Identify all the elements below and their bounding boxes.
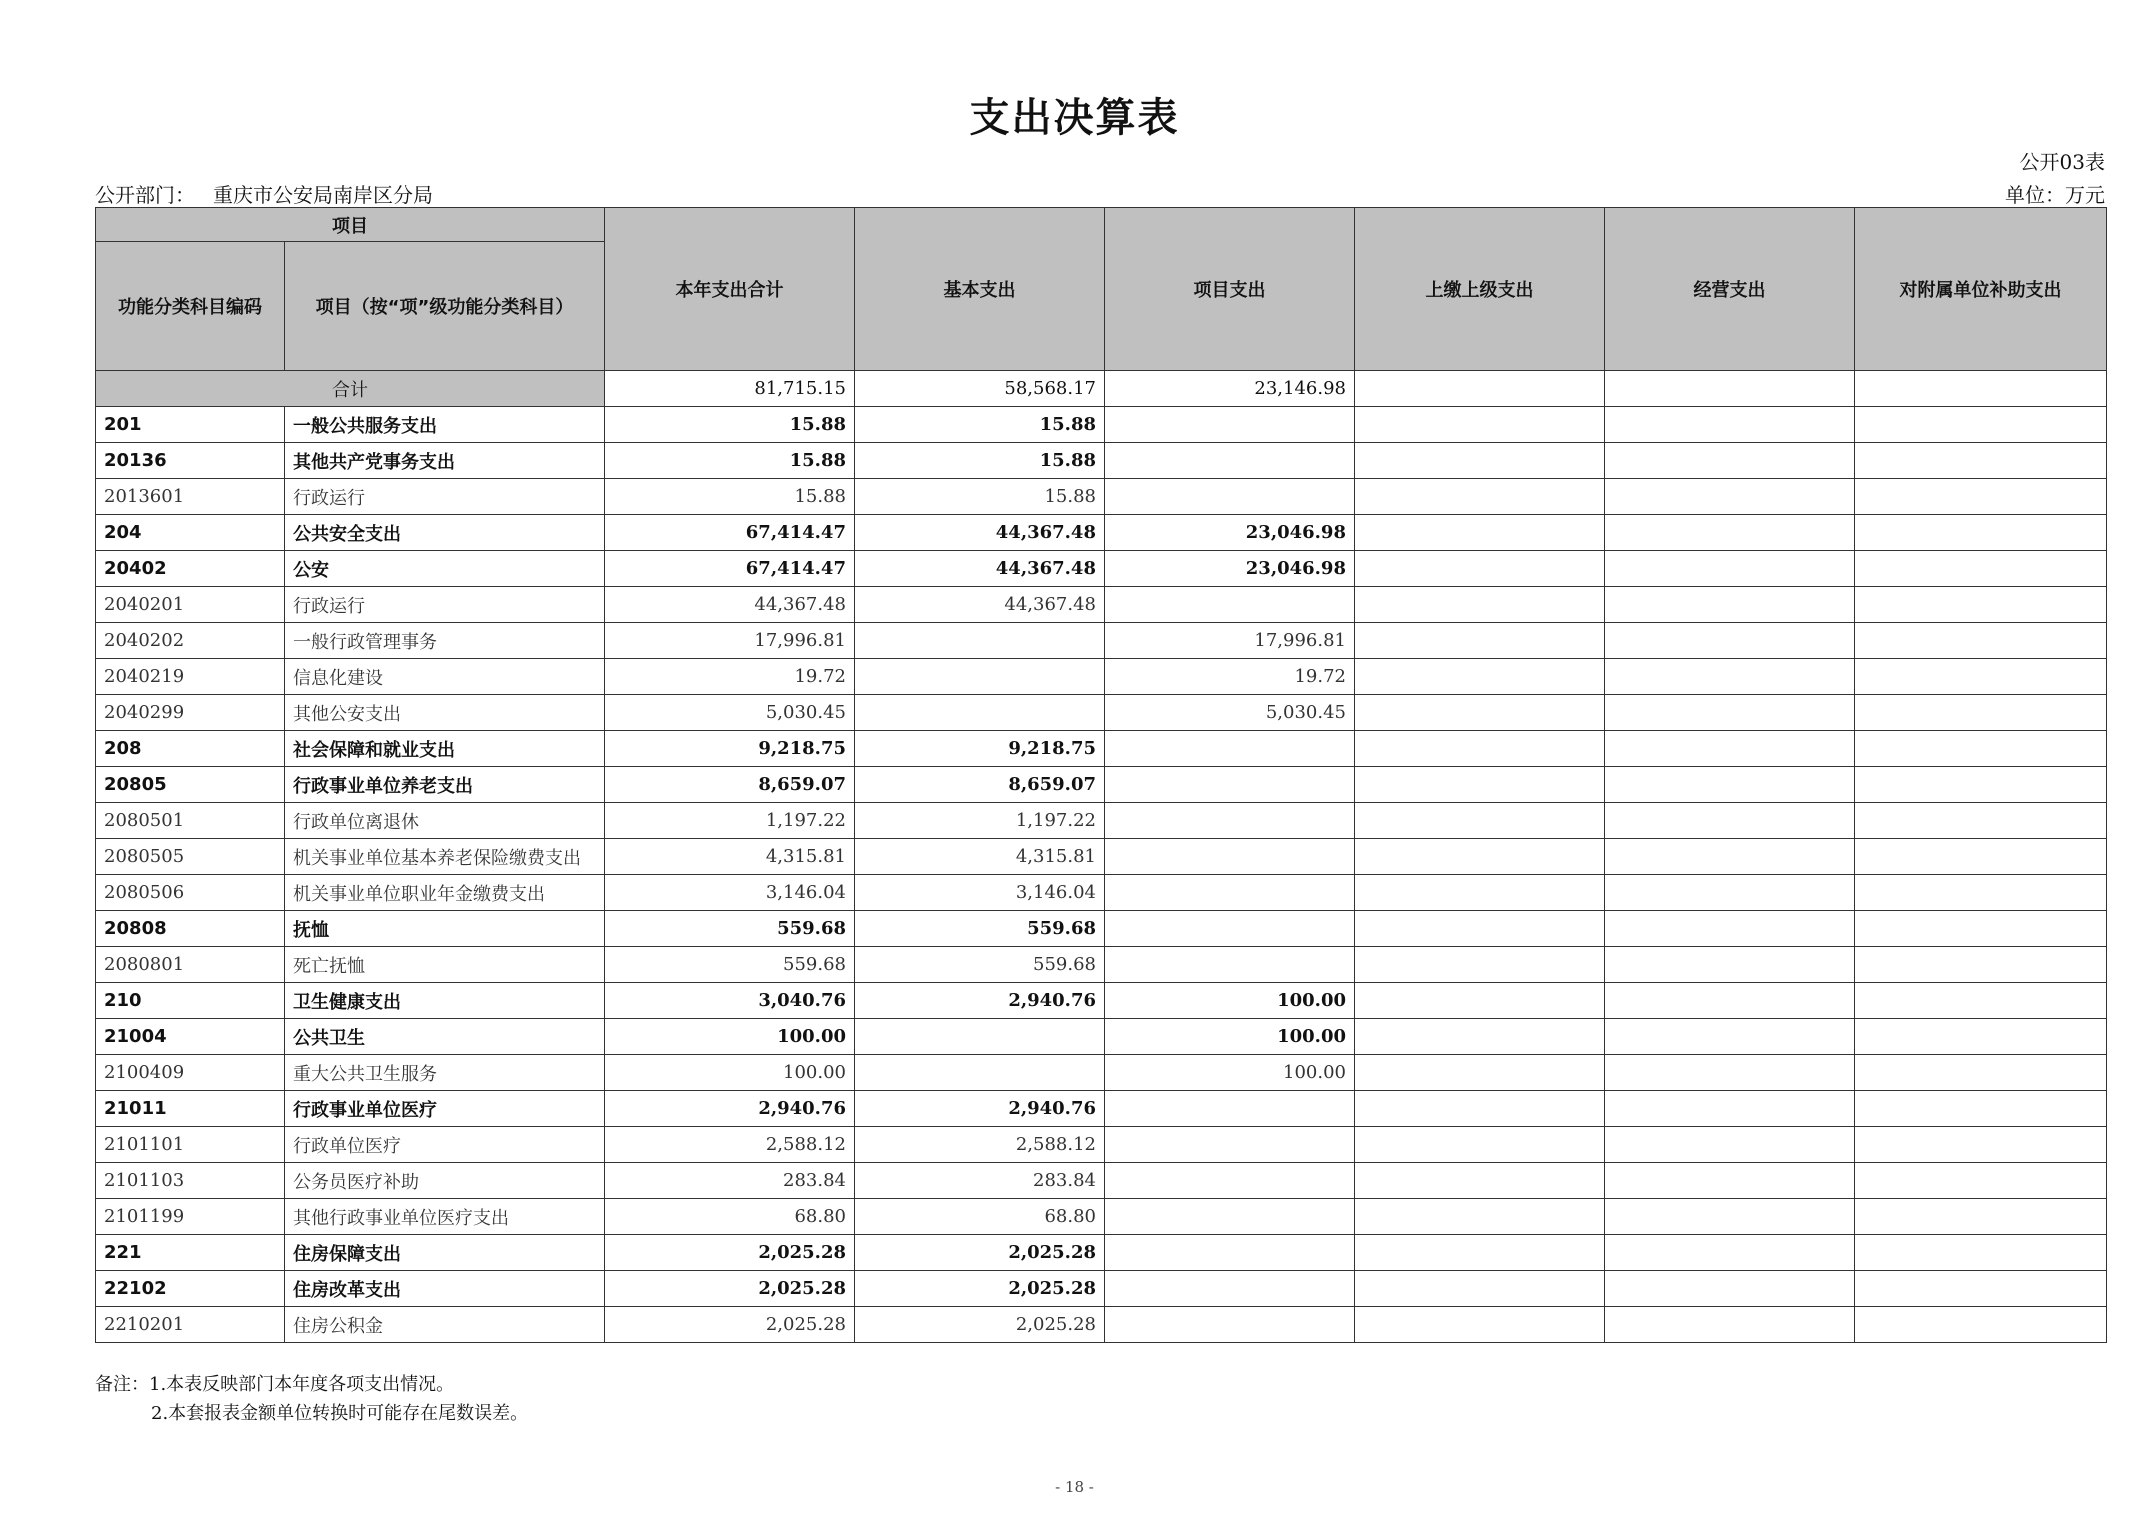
row-total: 2,940.76 <box>605 1091 855 1127</box>
row-name: 机关事业单位职业年金缴费支出 <box>285 875 605 911</box>
table-row <box>96 1235 2107 1271</box>
row-project: 100.00 <box>1105 1055 1355 1091</box>
header-subsidy: 对附属单位补助支出 <box>1855 208 2107 371</box>
row-subsidy <box>1855 1127 2107 1163</box>
row-name: 行政事业单位养老支出 <box>285 767 605 803</box>
row-code: 22102 <box>96 1271 285 1307</box>
row-total: 67,414.47 <box>605 515 855 551</box>
row-business <box>1605 1271 1855 1307</box>
row-project: 23,046.98 <box>1105 515 1355 551</box>
table-row <box>96 803 2107 839</box>
row-total: 19.72 <box>605 659 855 695</box>
row-upper <box>1355 1235 1605 1271</box>
table-row <box>96 515 2107 551</box>
row-upper <box>1355 443 1605 479</box>
row-upper <box>1355 947 1605 983</box>
table-row <box>96 1091 2107 1127</box>
row-upper <box>1355 1199 1605 1235</box>
row-code: 21004 <box>96 1019 285 1055</box>
row-code: 2080505 <box>96 839 285 875</box>
row-code: 20136 <box>96 443 285 479</box>
row-business <box>1605 407 1855 443</box>
row-code: 2100409 <box>96 1055 285 1091</box>
row-total: 2,025.28 <box>605 1307 855 1343</box>
table-row <box>96 1019 2107 1055</box>
row-code: 210 <box>96 983 285 1019</box>
row-subsidy <box>1855 767 2107 803</box>
row-upper <box>1355 1091 1605 1127</box>
table-row <box>96 1127 2107 1163</box>
row-basic: 2,025.28 <box>855 1271 1105 1307</box>
row-basic: 44,367.48 <box>855 551 1105 587</box>
header-item-group: 项目 <box>96 208 605 242</box>
row-subsidy <box>1855 1019 2107 1055</box>
row-code: 2080801 <box>96 947 285 983</box>
row-basic: 2,940.76 <box>855 1091 1105 1127</box>
row-upper <box>1355 1055 1605 1091</box>
row-upper <box>1355 407 1605 443</box>
row-total: 3,146.04 <box>605 875 855 911</box>
row-business <box>1605 1091 1855 1127</box>
row-project <box>1105 947 1355 983</box>
row-upper <box>1355 1307 1605 1343</box>
row-total: 2,588.12 <box>605 1127 855 1163</box>
row-upper <box>1355 587 1605 623</box>
row-subsidy <box>1855 695 2107 731</box>
row-name: 行政单位离退休 <box>285 803 605 839</box>
row-name: 死亡抚恤 <box>285 947 605 983</box>
row-subsidy <box>1855 407 2107 443</box>
row-project <box>1105 767 1355 803</box>
table-row <box>96 479 2107 515</box>
row-total: 15.88 <box>605 443 855 479</box>
row-name: 一般行政管理事务 <box>285 623 605 659</box>
row-name: 公共卫生 <box>285 1019 605 1055</box>
row-project <box>1105 1091 1355 1127</box>
row-total: 559.68 <box>605 911 855 947</box>
row-name: 公共安全支出 <box>285 515 605 551</box>
row-total: 100.00 <box>605 1019 855 1055</box>
row-code: 2080506 <box>96 875 285 911</box>
row-basic: 1,197.22 <box>855 803 1105 839</box>
department-label: 公开部门： <box>95 183 195 207</box>
row-name: 行政事业单位医疗 <box>285 1091 605 1127</box>
note-2: 2.本套报表金额单位转换时可能存在尾数误差。 <box>151 1403 529 1424</box>
row-total: 3,040.76 <box>605 983 855 1019</box>
row-subsidy <box>1855 1307 2107 1343</box>
row-total: 67,414.47 <box>605 551 855 587</box>
row-basic: 559.68 <box>855 911 1105 947</box>
total-project: 23,146.98 <box>1105 371 1355 407</box>
row-business <box>1605 1163 1855 1199</box>
table-row <box>96 623 2107 659</box>
row-business <box>1605 695 1855 731</box>
row-total: 17,996.81 <box>605 623 855 659</box>
row-name: 行政单位医疗 <box>285 1127 605 1163</box>
row-upper <box>1355 767 1605 803</box>
total-business <box>1605 371 1855 407</box>
header-name: 项目（按“项”级功能分类科目） <box>285 242 605 371</box>
table-row <box>96 767 2107 803</box>
header-upper: 上缴上级支出 <box>1355 208 1605 371</box>
row-subsidy <box>1855 983 2107 1019</box>
row-upper <box>1355 1163 1605 1199</box>
row-upper <box>1355 623 1605 659</box>
row-total: 8,659.07 <box>605 767 855 803</box>
table-row <box>96 1199 2107 1235</box>
row-name: 住房公积金 <box>285 1307 605 1343</box>
row-business <box>1605 515 1855 551</box>
total-label: 合计 <box>96 371 605 407</box>
row-upper <box>1355 515 1605 551</box>
row-business <box>1605 1055 1855 1091</box>
row-total: 559.68 <box>605 947 855 983</box>
header-total: 本年支出合计 <box>605 208 855 371</box>
row-business <box>1605 587 1855 623</box>
row-upper <box>1355 1271 1605 1307</box>
row-subsidy <box>1855 911 2107 947</box>
row-basic: 283.84 <box>855 1163 1105 1199</box>
row-total: 2,025.28 <box>605 1271 855 1307</box>
row-project <box>1105 479 1355 515</box>
row-project <box>1105 1271 1355 1307</box>
row-subsidy <box>1855 443 2107 479</box>
row-name: 卫生健康支出 <box>285 983 605 1019</box>
row-subsidy <box>1855 587 2107 623</box>
row-subsidy <box>1855 803 2107 839</box>
row-basic <box>855 1019 1105 1055</box>
row-basic: 15.88 <box>855 407 1105 443</box>
row-subsidy <box>1855 479 2107 515</box>
page-number: - 18 - <box>1055 1478 1094 1496</box>
row-business <box>1605 947 1855 983</box>
row-name: 住房保障支出 <box>285 1235 605 1271</box>
table-number: 公开03表 <box>2019 150 2105 174</box>
row-subsidy <box>1855 875 2107 911</box>
row-business <box>1605 875 1855 911</box>
row-business <box>1605 479 1855 515</box>
table-row <box>96 551 2107 587</box>
header-basic: 基本支出 <box>855 208 1105 371</box>
row-upper <box>1355 1019 1605 1055</box>
row-total: 2,025.28 <box>605 1235 855 1271</box>
row-business <box>1605 1127 1855 1163</box>
row-project: 17,996.81 <box>1105 623 1355 659</box>
row-total: 100.00 <box>605 1055 855 1091</box>
table-row <box>96 659 2107 695</box>
row-project <box>1105 731 1355 767</box>
row-code: 2013601 <box>96 479 285 515</box>
header-row-1 <box>96 208 2107 242</box>
row-business <box>1605 1199 1855 1235</box>
page-title: 支出决算表 <box>969 95 1180 141</box>
row-name: 信息化建设 <box>285 659 605 695</box>
table-row <box>96 443 2107 479</box>
row-basic <box>855 1055 1105 1091</box>
row-basic: 8,659.07 <box>855 767 1105 803</box>
row-code: 20402 <box>96 551 285 587</box>
total-subsidy <box>1855 371 2107 407</box>
row-upper <box>1355 1127 1605 1163</box>
row-business <box>1605 839 1855 875</box>
row-subsidy <box>1855 731 2107 767</box>
row-subsidy <box>1855 947 2107 983</box>
row-basic: 2,025.28 <box>855 1307 1105 1343</box>
row-name: 其他公安支出 <box>285 695 605 731</box>
table-row <box>96 695 2107 731</box>
row-project <box>1105 407 1355 443</box>
row-business <box>1605 983 1855 1019</box>
row-name: 行政运行 <box>285 587 605 623</box>
table-row <box>96 947 2107 983</box>
row-basic: 3,146.04 <box>855 875 1105 911</box>
table-row <box>96 1055 2107 1091</box>
row-business <box>1605 443 1855 479</box>
row-upper <box>1355 731 1605 767</box>
row-code: 2101103 <box>96 1163 285 1199</box>
table-row <box>96 875 2107 911</box>
table-row <box>96 587 2107 623</box>
row-subsidy <box>1855 1055 2107 1091</box>
row-project <box>1105 803 1355 839</box>
table-row <box>96 983 2107 1019</box>
row-business <box>1605 803 1855 839</box>
table-row <box>96 911 2107 947</box>
row-subsidy <box>1855 623 2107 659</box>
row-business <box>1605 911 1855 947</box>
row-business <box>1605 1235 1855 1271</box>
row-name: 重大公共卫生服务 <box>285 1055 605 1091</box>
row-subsidy <box>1855 1163 2107 1199</box>
row-code: 208 <box>96 731 285 767</box>
row-basic: 4,315.81 <box>855 839 1105 875</box>
row-upper <box>1355 983 1605 1019</box>
row-project <box>1105 587 1355 623</box>
row-business <box>1605 1307 1855 1343</box>
row-name: 抚恤 <box>285 911 605 947</box>
row-total: 15.88 <box>605 479 855 515</box>
row-name: 住房改革支出 <box>285 1271 605 1307</box>
row-project <box>1105 911 1355 947</box>
row-business <box>1605 551 1855 587</box>
row-upper <box>1355 803 1605 839</box>
total-row <box>96 371 2107 407</box>
row-subsidy <box>1855 1271 2107 1307</box>
row-name: 机关事业单位基本养老保险缴费支出 <box>285 839 605 875</box>
row-total: 68.80 <box>605 1199 855 1235</box>
row-project <box>1105 443 1355 479</box>
row-project: 23,046.98 <box>1105 551 1355 587</box>
row-subsidy <box>1855 839 2107 875</box>
row-basic: 15.88 <box>855 443 1105 479</box>
table-row <box>96 731 2107 767</box>
row-code: 2210201 <box>96 1307 285 1343</box>
row-basic: 44,367.48 <box>855 515 1105 551</box>
row-total: 1,197.22 <box>605 803 855 839</box>
row-project: 19.72 <box>1105 659 1355 695</box>
total-upper <box>1355 371 1605 407</box>
note-1: 备注：1.本表反映部门本年度各项支出情况。 <box>95 1374 455 1395</box>
table-row <box>96 1271 2107 1307</box>
row-basic <box>855 623 1105 659</box>
row-basic: 2,025.28 <box>855 1235 1105 1271</box>
row-name: 行政运行 <box>285 479 605 515</box>
row-business <box>1605 623 1855 659</box>
row-name: 其他行政事业单位医疗支出 <box>285 1199 605 1235</box>
row-business <box>1605 659 1855 695</box>
row-subsidy <box>1855 1199 2107 1235</box>
total-basic: 58,568.17 <box>855 371 1105 407</box>
row-total: 283.84 <box>605 1163 855 1199</box>
row-basic <box>855 659 1105 695</box>
row-code: 2101101 <box>96 1127 285 1163</box>
row-basic: 9,218.75 <box>855 731 1105 767</box>
row-code: 21011 <box>96 1091 285 1127</box>
row-upper <box>1355 551 1605 587</box>
table-row <box>96 839 2107 875</box>
row-subsidy <box>1855 1091 2107 1127</box>
row-business <box>1605 1019 1855 1055</box>
row-name: 其他共产党事务支出 <box>285 443 605 479</box>
row-code: 2101199 <box>96 1199 285 1235</box>
row-basic: 559.68 <box>855 947 1105 983</box>
expenditure-table <box>95 207 2107 1343</box>
row-code: 2040202 <box>96 623 285 659</box>
row-project <box>1105 875 1355 911</box>
header-code: 功能分类科目编码 <box>96 242 285 371</box>
row-business <box>1605 731 1855 767</box>
row-project: 5,030.45 <box>1105 695 1355 731</box>
row-name: 公安 <box>285 551 605 587</box>
row-name: 一般公共服务支出 <box>285 407 605 443</box>
table-row <box>96 1307 2107 1343</box>
row-basic: 44,367.48 <box>855 587 1105 623</box>
row-code: 20808 <box>96 911 285 947</box>
header-business: 经营支出 <box>1605 208 1855 371</box>
row-code: 204 <box>96 515 285 551</box>
row-basic: 68.80 <box>855 1199 1105 1235</box>
row-project: 100.00 <box>1105 1019 1355 1055</box>
row-total: 4,315.81 <box>605 839 855 875</box>
row-total: 44,367.48 <box>605 587 855 623</box>
row-code: 2040299 <box>96 695 285 731</box>
row-upper <box>1355 479 1605 515</box>
row-basic: 2,940.76 <box>855 983 1105 1019</box>
notes <box>95 1370 528 1428</box>
row-total: 5,030.45 <box>605 695 855 731</box>
row-name: 社会保障和就业支出 <box>285 731 605 767</box>
department-line <box>95 179 433 208</box>
row-project <box>1105 1127 1355 1163</box>
row-upper <box>1355 659 1605 695</box>
unit-label: 单位：万元 <box>2005 183 2105 207</box>
row-upper <box>1355 911 1605 947</box>
total-total: 81,715.15 <box>605 371 855 407</box>
header-project: 项目支出 <box>1105 208 1355 371</box>
row-basic: 2,588.12 <box>855 1127 1105 1163</box>
row-basic: 15.88 <box>855 479 1105 515</box>
row-project: 100.00 <box>1105 983 1355 1019</box>
row-upper <box>1355 839 1605 875</box>
row-code: 20805 <box>96 767 285 803</box>
row-project <box>1105 1307 1355 1343</box>
row-upper <box>1355 875 1605 911</box>
row-project <box>1105 1163 1355 1199</box>
row-upper <box>1355 695 1605 731</box>
row-name: 公务员医疗补助 <box>285 1163 605 1199</box>
row-business <box>1605 767 1855 803</box>
row-code: 201 <box>96 407 285 443</box>
row-code: 2040201 <box>96 587 285 623</box>
row-project <box>1105 1235 1355 1271</box>
row-project <box>1105 839 1355 875</box>
row-total: 15.88 <box>605 407 855 443</box>
row-code: 2080501 <box>96 803 285 839</box>
row-subsidy <box>1855 1235 2107 1271</box>
table-row <box>96 407 2107 443</box>
row-subsidy <box>1855 515 2107 551</box>
row-code: 221 <box>96 1235 285 1271</box>
table-row <box>96 1163 2107 1199</box>
row-basic <box>855 695 1105 731</box>
row-subsidy <box>1855 551 2107 587</box>
row-code: 2040219 <box>96 659 285 695</box>
department-name: 重庆市公安局南岸区分局 <box>213 183 433 207</box>
row-project <box>1105 1199 1355 1235</box>
row-subsidy <box>1855 659 2107 695</box>
row-total: 9,218.75 <box>605 731 855 767</box>
